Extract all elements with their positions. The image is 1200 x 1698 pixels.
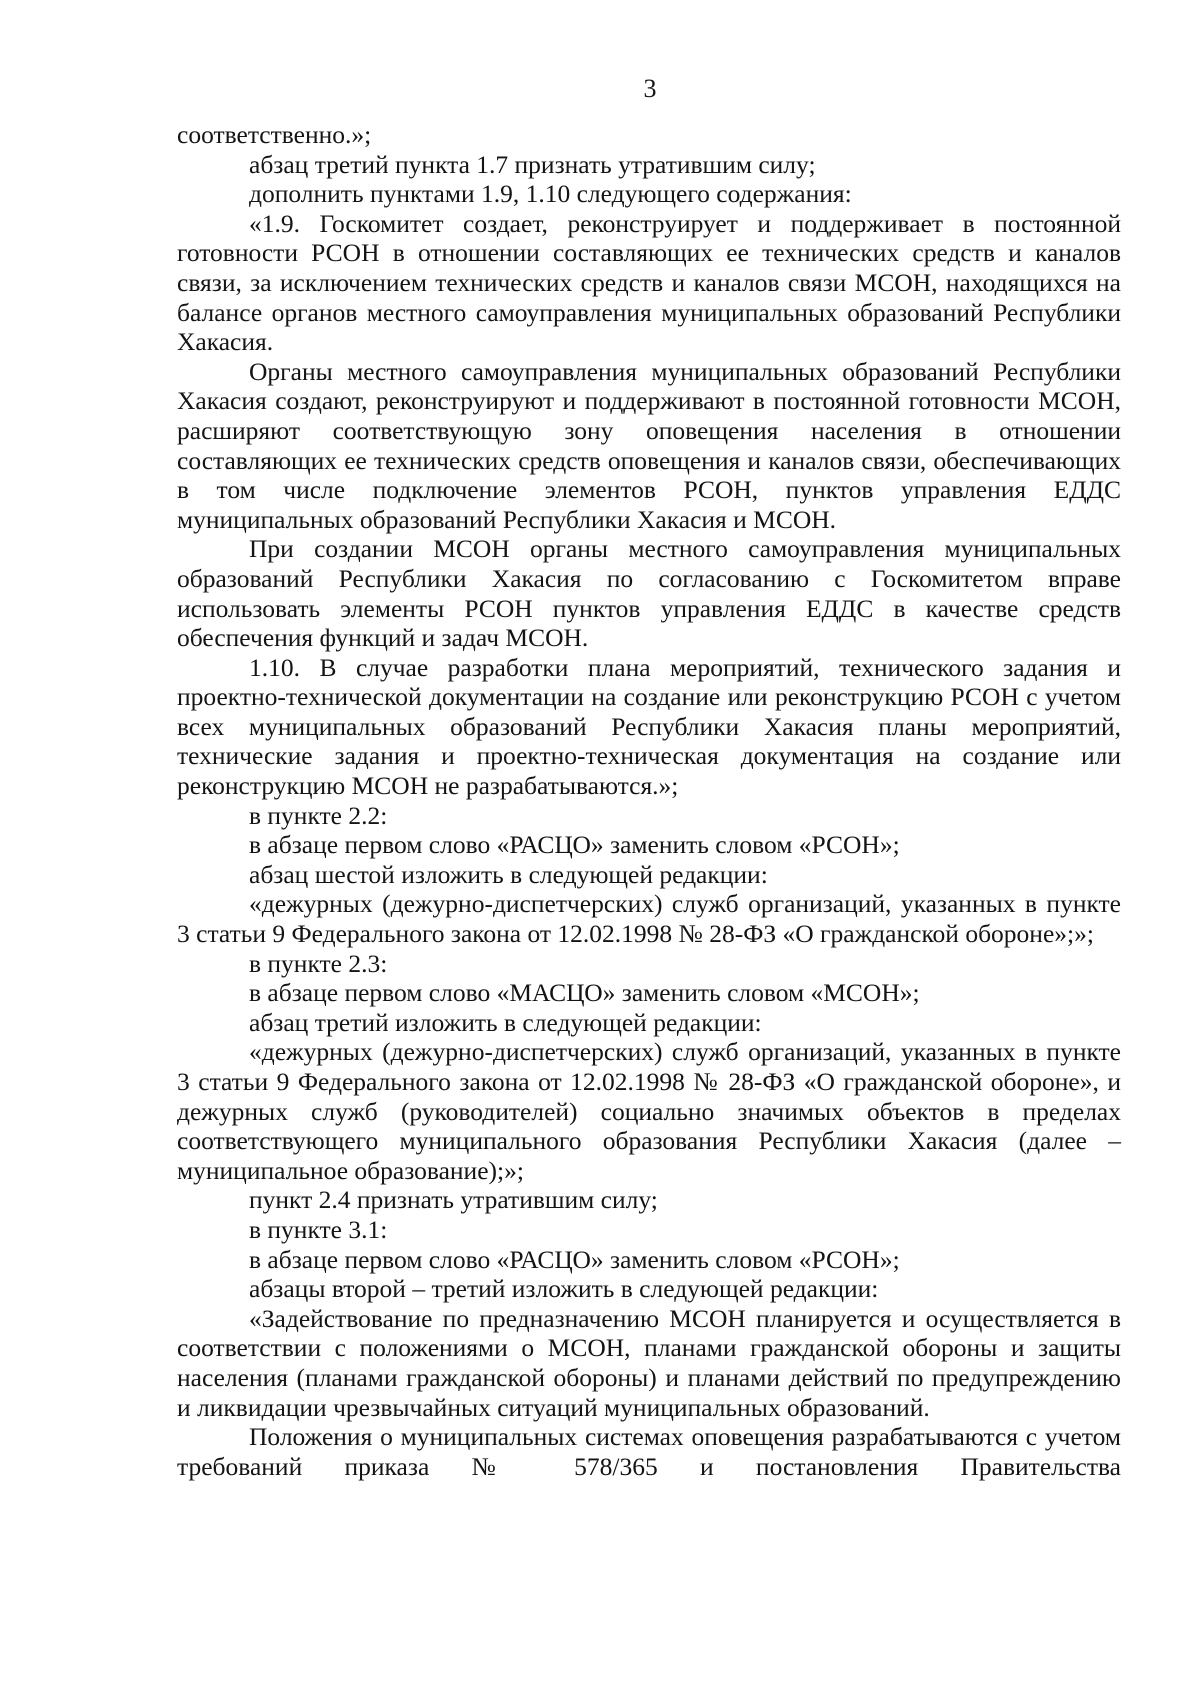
paragraph: в абзаце первом слово «РАСЦО» заменить словом «РСОН»; xyxy=(249,830,900,860)
paragraph: в абзаце первом слово «МАСЦО» заменить словом «МСОН»; xyxy=(249,978,920,1008)
paragraph: «дежурных (дежурно-диспетчерских) служб организаций, указанных в пункте 3 статьи 9 Федерального закона от 12.02.1998 № 28-ФЗ «О гражданской обороне»;»; xyxy=(177,889,1121,949)
paragraph: абзацы второй – третий изложить в следующей редакции: xyxy=(249,1274,879,1304)
paragraph: абзац третий изложить в следующей редакции: xyxy=(249,1007,762,1037)
paragraph: дополнить пунктами 1.9, 1.10 следующего содержания: xyxy=(249,179,852,209)
paragraph: в пункте 3.1: xyxy=(249,1214,388,1244)
paragraph: Органы местного самоуправления муниципальных образований Республики Хакасия создают, реконструируют и поддерживают в постоянной готовности МСОН, расширяют соответствующую зону оповещения населения в отношении составляющих ее технических средств оповещения и каналов связи, обеспечивающих в том числе подключение элементов РСОН, пунктов управления ЕДДС муниципальных образований Республики Хакасия и МСОН. xyxy=(177,356,1121,534)
paragraph: пункт 2.4 признать утратившим силу; xyxy=(249,1185,658,1215)
paragraph: «Задействование по предназначению МСОН планируется и осуществляется в соответствии с положениями о МСОН, планами гражданской обороны и защиты населения (планами гражданской обороны) и планами действий по предупреждению и ликвидации чрезвычайных ситуаций муниципальных образований. xyxy=(177,1303,1121,1422)
paragraph-continued: Положения о муниципальных системах оповещения разрабатываются с учетом требований приказа № 578/365 и постановления Правительства xyxy=(177,1422,1121,1481)
paragraph: При создании МСОН органы местного самоуправления муниципальных образований Республики Хакасия по согласованию с Госкомитетом вправе использовать элементы РСОН пунктов управления ЕДДС в качестве средств обеспечения функций и задач МСОН. xyxy=(177,534,1121,653)
page-number: 3 xyxy=(643,74,657,103)
paragraph: 1.10. В случае разработки плана мероприятий, технического задания и проектно-технической документации на создание или реконструкцию РСОН с учетом всех муниципальных образований Республики Хакасия планы мероприятий, технические задания и проектно-техническая документация на создание или реконструкцию МСОН не разрабатываются.»; xyxy=(177,652,1121,801)
paragraph: «1.9. Госкомитет создает, реконструирует и поддерживает в постоянной готовности РСОН в отношении составляющих ее технических средств и каналов связи, за исключением технических средств и каналов связи МСОН, находящихся на балансе органов местного самоуправления муниципальных образований Республики Хакасия. xyxy=(177,208,1121,357)
paragraph: в пункте 2.3: xyxy=(249,948,388,978)
paragraph: соответственно.»; xyxy=(177,120,372,149)
document-body xyxy=(177,120,1121,1481)
paragraph: в пункте 2.2: xyxy=(249,800,388,830)
paragraph: абзац шестой изложить в следующей редакции: xyxy=(249,859,768,889)
paragraph: «дежурных (дежурно-диспетчерских) служб организаций, указанных в пункте 3 статьи 9 Федерального закона от 12.02.1998 № 28-ФЗ «О гражданской обороне», и дежурных служб (руководителей) социально значимых объектов в пределах соответствующего муниципального образования Республики Хакасия (далее – муниципальное образование);»; xyxy=(177,1037,1121,1185)
paragraph: в абзаце первом слово «РАСЦО» заменить словом «РСОН»; xyxy=(249,1244,900,1274)
paragraph: абзац третий пункта 1.7 признать утратившим силу; xyxy=(249,149,816,179)
